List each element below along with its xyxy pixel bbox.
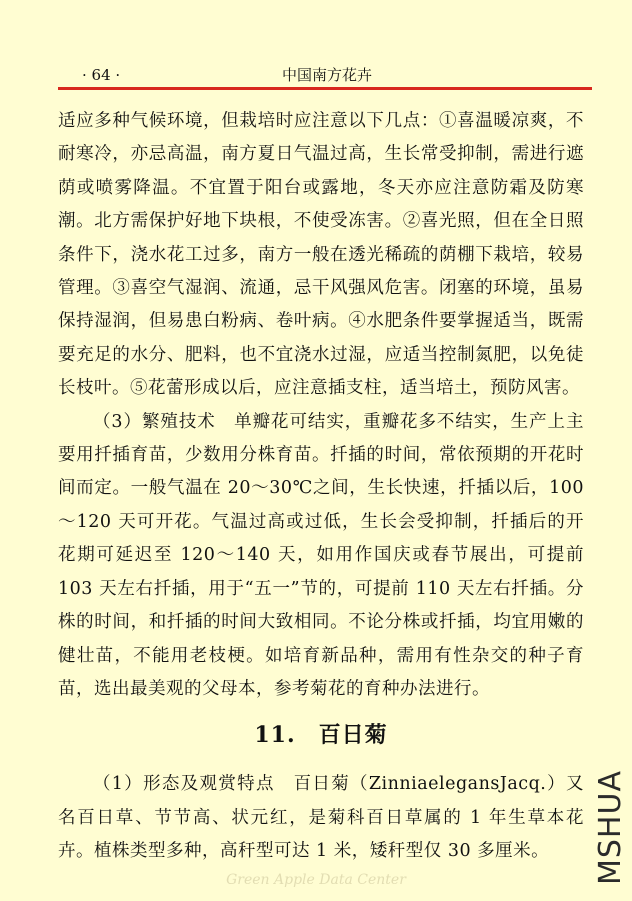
running-title: 中国南方花卉 [281, 66, 372, 84]
page-number: · 64 · [82, 66, 121, 84]
paragraph-morphology: （1）形态及观赏特点 百日菊（ZinniaelegansJacq.）又名百日草、节节高、状元红，是菊科百日草属的 1 年生草本花卉。植株类型多种，高秆型可达 1 米，矮秆型仅 30 多厘米。 [58, 774, 584, 862]
section-heading: 11. 百日菊 [254, 722, 388, 749]
paragraph-cultivation-notes: 适应多种气候环境，但栽培时应注意以下几点：①喜温暖凉爽，不耐寒冷，亦忌高温，南方夏日气温过高，生长常受抑制，需进行遮荫或喷雾降温。不宜置于阳台或露地，冬天亦应注意防霜及防寒潮。北方需保护好地下块根，不使受冻害。②喜光照，但在全日照条件下，浇水花工过多，南方一般在透光稀疏的荫棚下栽培，较易管理。③喜空气湿润、流通，忌干风强风危害。闭塞的环境，虽易保持湿润，但易患白粉病、卷叶病。④水肥条件要掌握适当，既需要充足的水分、肥料，也不宜浇水过湿，应适当控制氮肥，以免徒长枝叶。⑤花蕾形成以后，应注意插支柱，适当培土，预防风害。 [58, 111, 584, 399]
header-rule [58, 87, 592, 90]
paragraph-propagation: （3）繁殖技术 单瓣花可结实，重瓣花多不结实，生产上主要用扦插育苗，少数用分株育苗。扦插的时间，常依预期的开花时间而定。一般气温在 20～30℃之间，生长快速，扦插以后，100～120 天可开花。气温过高或过低，生长会受抑制，扦插后的开花期可延迟至 120～140 天，如用作国庆或春节展出，可提前 103 天左右扦插，用于“五一”节的，可提前 110 天左右扦插。分株的时间，和扦插的时间大致相同。不论分株或扦插，均宜用嫩的健壮苗，不能用老枝梗。如培育新品种，需用有性杂交的种子育苗，选出最美观的父母本，参考菊花的育种办法进行。 [58, 411, 584, 699]
page-header [62, 64, 592, 86]
page-body [58, 105, 584, 869]
side-mark: MSHUA [593, 770, 628, 885]
watermark: Green Apple Data Center [226, 872, 406, 888]
